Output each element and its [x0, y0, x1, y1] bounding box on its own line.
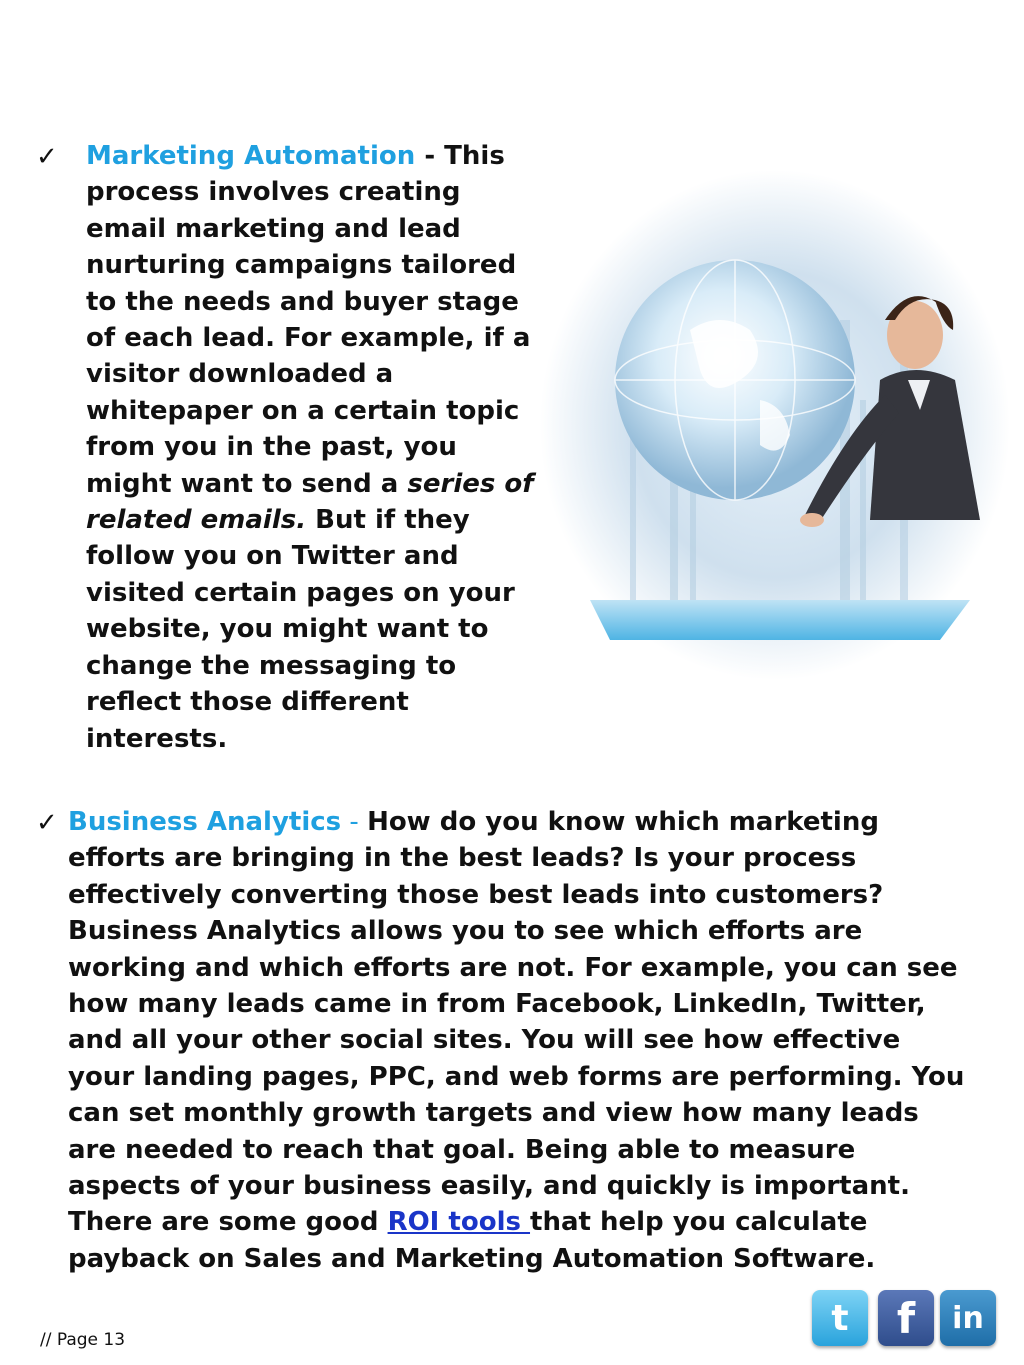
term-separator: - [341, 807, 368, 837]
page-number: // Page 13 [40, 1330, 126, 1350]
italic-emphasis: series of related emails. [86, 468, 534, 536]
term-marketing-automation: Marketing Automation [86, 141, 416, 171]
businesswoman-globe-photo [540, 170, 1010, 680]
facebook-icon[interactable]: f [878, 1290, 934, 1346]
checkmark-icon: ✓ [36, 142, 58, 172]
roi-tools-link[interactable]: ROI tools [387, 1207, 531, 1238]
paragraph-text-continued: But if they follow you on Twitter and visited certain pages on your website, you might want to change the messaging to reflect those different interests. [86, 505, 515, 754]
paragraph-text: How do you know which marketing efforts are bringing in the best leads? Is your process effectively converting those best leads into customers? Business Analytics allows you to see which efforts are working and which efforts are not. For example, you can see how many leads came in from Facebook, LinkedIn, Twitter, and all your other social sites. You will see how effective your landing pages, PPC, and web forms are performing. You can set monthly growth targets and view how many leads are needed to reach that goal. Being able to measure aspects of your business easily, and quickly is important. There are some good [68, 807, 965, 1238]
marketing-automation-paragraph [86, 138, 536, 757]
paragraph-text-continued: that help you calculate payback on Sales and Marketing Automation Software. [68, 1207, 876, 1274]
twitter-icon[interactable]: t [812, 1290, 868, 1346]
term-business-analytics: Business Analytics [68, 807, 342, 837]
paragraph-text: This process involves creating email marketing and lead nurturing campaigns tailored to the needs and buyer stage of each lead. For example, if a visitor downloaded a whitepaper on a certain topic from you in the past, you might want to send a [86, 141, 531, 499]
business-analytics-paragraph [68, 804, 968, 1277]
term-separator: - [415, 141, 445, 171]
checkmark-icon: ✓ [36, 808, 58, 838]
linkedin-icon[interactable]: in [940, 1290, 996, 1346]
